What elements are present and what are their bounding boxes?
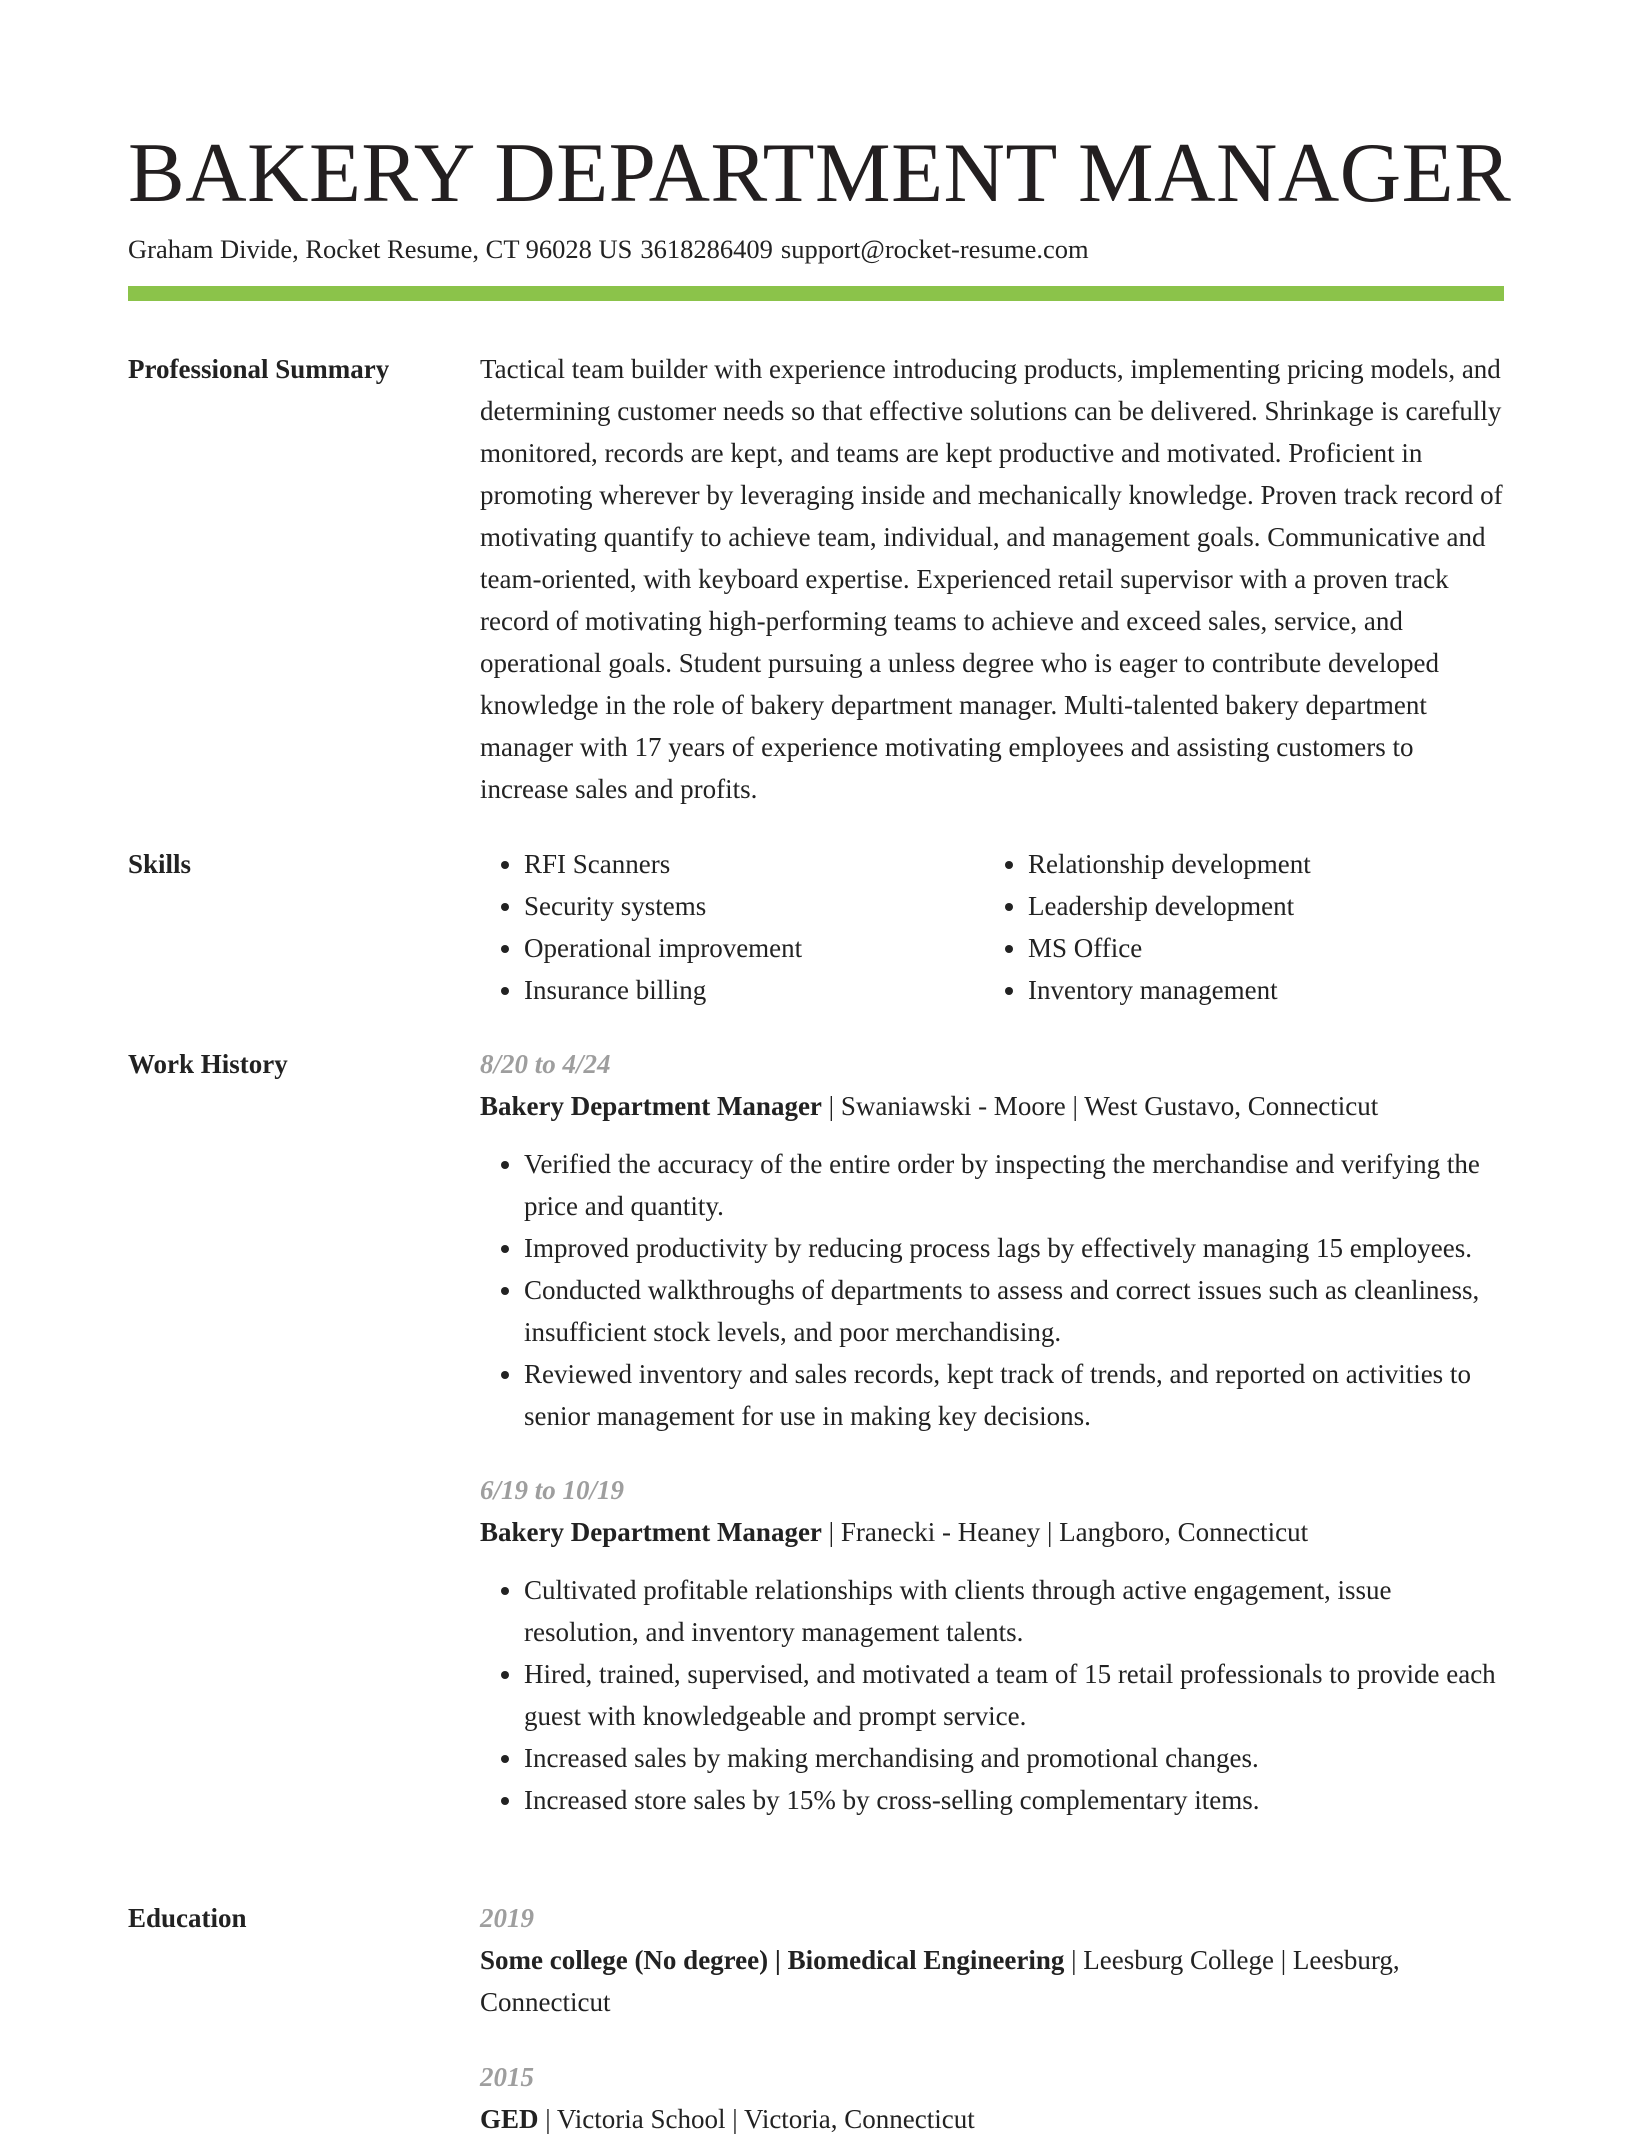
education-year: 2019 <box>480 1903 534 1933</box>
contact-email: support@rocket-resume.com <box>780 234 1089 264</box>
job-title: Bakery Department Manager <box>480 1517 822 1547</box>
job-entry <box>480 1043 1504 1437</box>
job-bullet: • Cultivated profitable relationships with clients through active engagement, issue resolution, and inventory management talents. <box>524 1569 1504 1653</box>
contact-address: Graham Divide, Rocket Resume, CT 96028 US <box>128 234 633 264</box>
education-degree: GED <box>480 2104 539 2134</box>
contact-phone: 3618286409 <box>640 234 773 264</box>
skills-list-right <box>984 843 1488 1011</box>
skill-item: • Operational improvement <box>524 927 984 969</box>
education-line <box>480 1939 1504 2023</box>
education-heading: Education <box>128 1903 247 1933</box>
job-title-line <box>480 1511 1504 1553</box>
skill-item: • Relationship development <box>1028 843 1488 885</box>
job-bullet: • Reviewed inventory and sales records, kept track of trends, and reported on activities to senior management for use in making key decisions. <box>524 1353 1504 1437</box>
education-details: | Leesburg College | Leesburg, Connecticut <box>480 1945 1400 2017</box>
job-bullets <box>480 1569 1504 1821</box>
job-title: Bakery Department Manager <box>480 1091 822 1121</box>
skill-item: • Leadership development <box>1028 885 1488 927</box>
contact-line <box>128 231 1089 267</box>
job-details: | Swaniawski - Moore | West Gustavo, Connecticut <box>828 1091 1379 1121</box>
skill-item: • RFI Scanners <box>524 843 984 885</box>
job-dates: 6/19 to 10/19 <box>480 1475 625 1505</box>
education-entry <box>480 2056 1504 2140</box>
education-details: | Victoria School | Victoria, Connecticut <box>545 2104 975 2134</box>
job-bullet: • Improved productivity by reducing process lags by effectively managing 15 employees. <box>524 1227 1504 1269</box>
skill-item: • Inventory management <box>1028 969 1488 1011</box>
education-line <box>480 2098 1504 2140</box>
header-divider <box>128 286 1504 301</box>
resume-title: BAKERY DEPARTMENT MANAGER <box>128 126 1512 220</box>
job-title-line <box>480 1085 1504 1127</box>
skill-item: • Security systems <box>524 885 984 927</box>
job-details: | Franecki - Heaney | Langboro, Connecticut <box>828 1517 1309 1547</box>
skills-body <box>480 843 1504 1011</box>
skills-list-left <box>480 843 984 1011</box>
job-entry <box>480 1469 1504 1821</box>
job-bullet: • Hired, trained, supervised, and motivated a team of 15 retail professionals to provide each guest with knowledgeable and prompt service. <box>524 1653 1504 1737</box>
summary-body <box>480 348 1504 810</box>
job-dates: 8/20 to 4/24 <box>480 1049 611 1079</box>
education-degree: Some college (No degree) | Biomedical Engineering <box>480 1945 1065 1975</box>
work-history-body <box>480 1043 1504 1821</box>
skills-columns <box>480 843 1504 1011</box>
skills-heading: Skills <box>128 849 192 879</box>
education-body <box>480 1897 1504 2140</box>
skill-item: • Insurance billing <box>524 969 984 1011</box>
job-bullet: • Increased sales by making merchandising and promotional changes. <box>524 1737 1504 1779</box>
education-year: 2015 <box>480 2062 534 2092</box>
education-entry <box>480 1897 1504 2023</box>
skill-item: • MS Office <box>1028 927 1488 969</box>
job-bullet: • Conducted walkthroughs of departments to assess and correct issues such as cleanliness, insufficient stock levels, and poor merchandising. <box>524 1269 1504 1353</box>
job-bullet: • Increased store sales by 15% by cross-selling complementary items. <box>524 1779 1504 1821</box>
job-bullet: • Verified the accuracy of the entire order by inspecting the merchandise and verifying the price and quantity. <box>524 1143 1504 1227</box>
summary-text: Tactical team builder with experience introducing products, implementing pricing models, and determining customer needs so that effective solutions can be delivered. Shrinkage is carefully monitored, records are kept, and teams are kept productive and motivated. Proficient in promoting wherever by leveraging inside and mechanically knowledge. Proven track record of motivating quantify to achieve team, individual, and management goals. Communicative and team-oriented, with keyboard expertise. Experienced retail supervisor with a proven track record of motivating high-performing teams to achieve and exceed sales, service, and operational goals. Student pursuing a unless degree who is eager to contribute developed knowledge in the role of bakery department manager. Multi-talented bakery department manager with 17 years of experience motivating employees and assisting customers to increase sales and profits. <box>480 354 1503 804</box>
job-bullets <box>480 1143 1504 1437</box>
work-history-heading: Work History <box>128 1049 288 1079</box>
summary-heading: Professional Summary <box>128 354 390 384</box>
